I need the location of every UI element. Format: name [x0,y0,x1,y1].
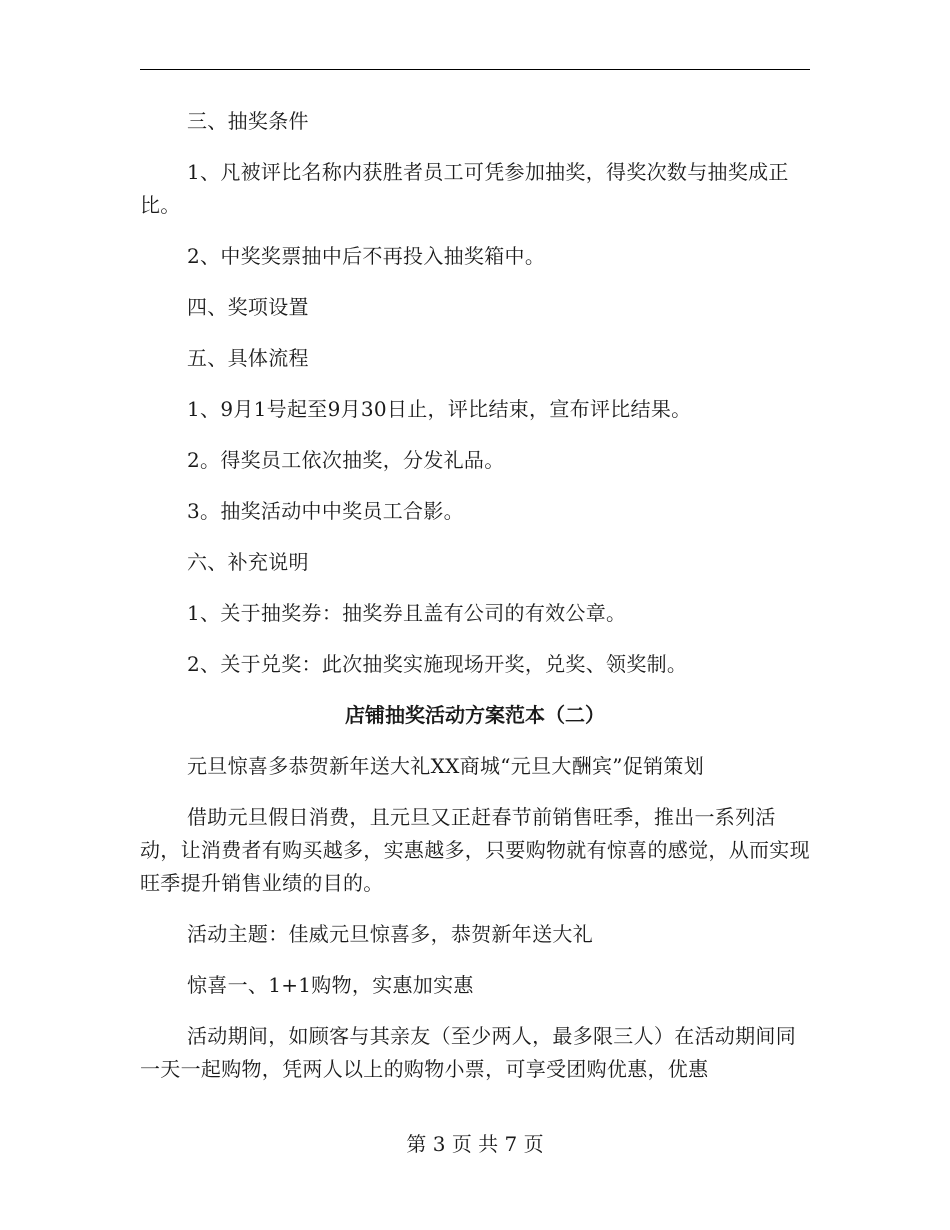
paragraph: 3。抽奖活动中中奖员工合影。 [187,499,464,523]
paragraph: 活动主题：佳威元旦惊喜多，恭贺新年送大礼 [187,922,593,946]
paragraph: 2、中奖奖票抽中后不再投入抽奖箱中。 [187,244,546,268]
section-title: 店铺抽奖活动方案范本（二） [345,703,605,727]
document-body [140,105,810,1104]
paragraph: 2、关于兑奖：此次抽奖实施现场开奖，兑奖、领奖制。 [187,652,688,676]
paragraph: 惊喜一、1+1购物，实惠加实惠 [187,973,474,997]
heading-lottery-conditions: 三、抽奖条件 [187,109,309,133]
heading-supplement: 六、补充说明 [187,550,309,574]
paragraph: 1、凡被评比名称内获胜者员工可凭参加抽奖，得奖次数与抽奖成正比。 [140,160,789,217]
heading-prize-setup: 四、奖项设置 [187,295,309,319]
paragraph: 借助元旦假日消费，且元旦又正赶春节前销售旺季，推出一系列活动，让消费者有购买越多，实惠越多，只要购物就有惊喜的感觉，从而实现旺季提升销售业绩的目的。 [140,805,810,895]
heading-process: 五、具体流程 [187,346,309,370]
paragraph: 2。得奖员工依次抽奖，分发礼品。 [187,448,505,472]
paragraph: 活动期间，如顾客与其亲友（至少两人，最多限三人）在活动期间同一天一起购物，凭两人以上的购物小票，可享受团购优惠，优惠 [140,1024,796,1081]
paragraph: 元旦惊喜多恭贺新年送大礼XX商城“元旦大酬宾”促销策划 [187,754,705,778]
paragraph: 1、关于抽奖券：抽奖券且盖有公司的有效公章。 [187,601,627,625]
paragraph: 1、9月1号起至9月30日止，评比结束，宣布评比结果。 [187,397,692,421]
header-rule [140,69,810,70]
page-number-footer: 第 3 页 共 7 页 [406,1132,544,1156]
